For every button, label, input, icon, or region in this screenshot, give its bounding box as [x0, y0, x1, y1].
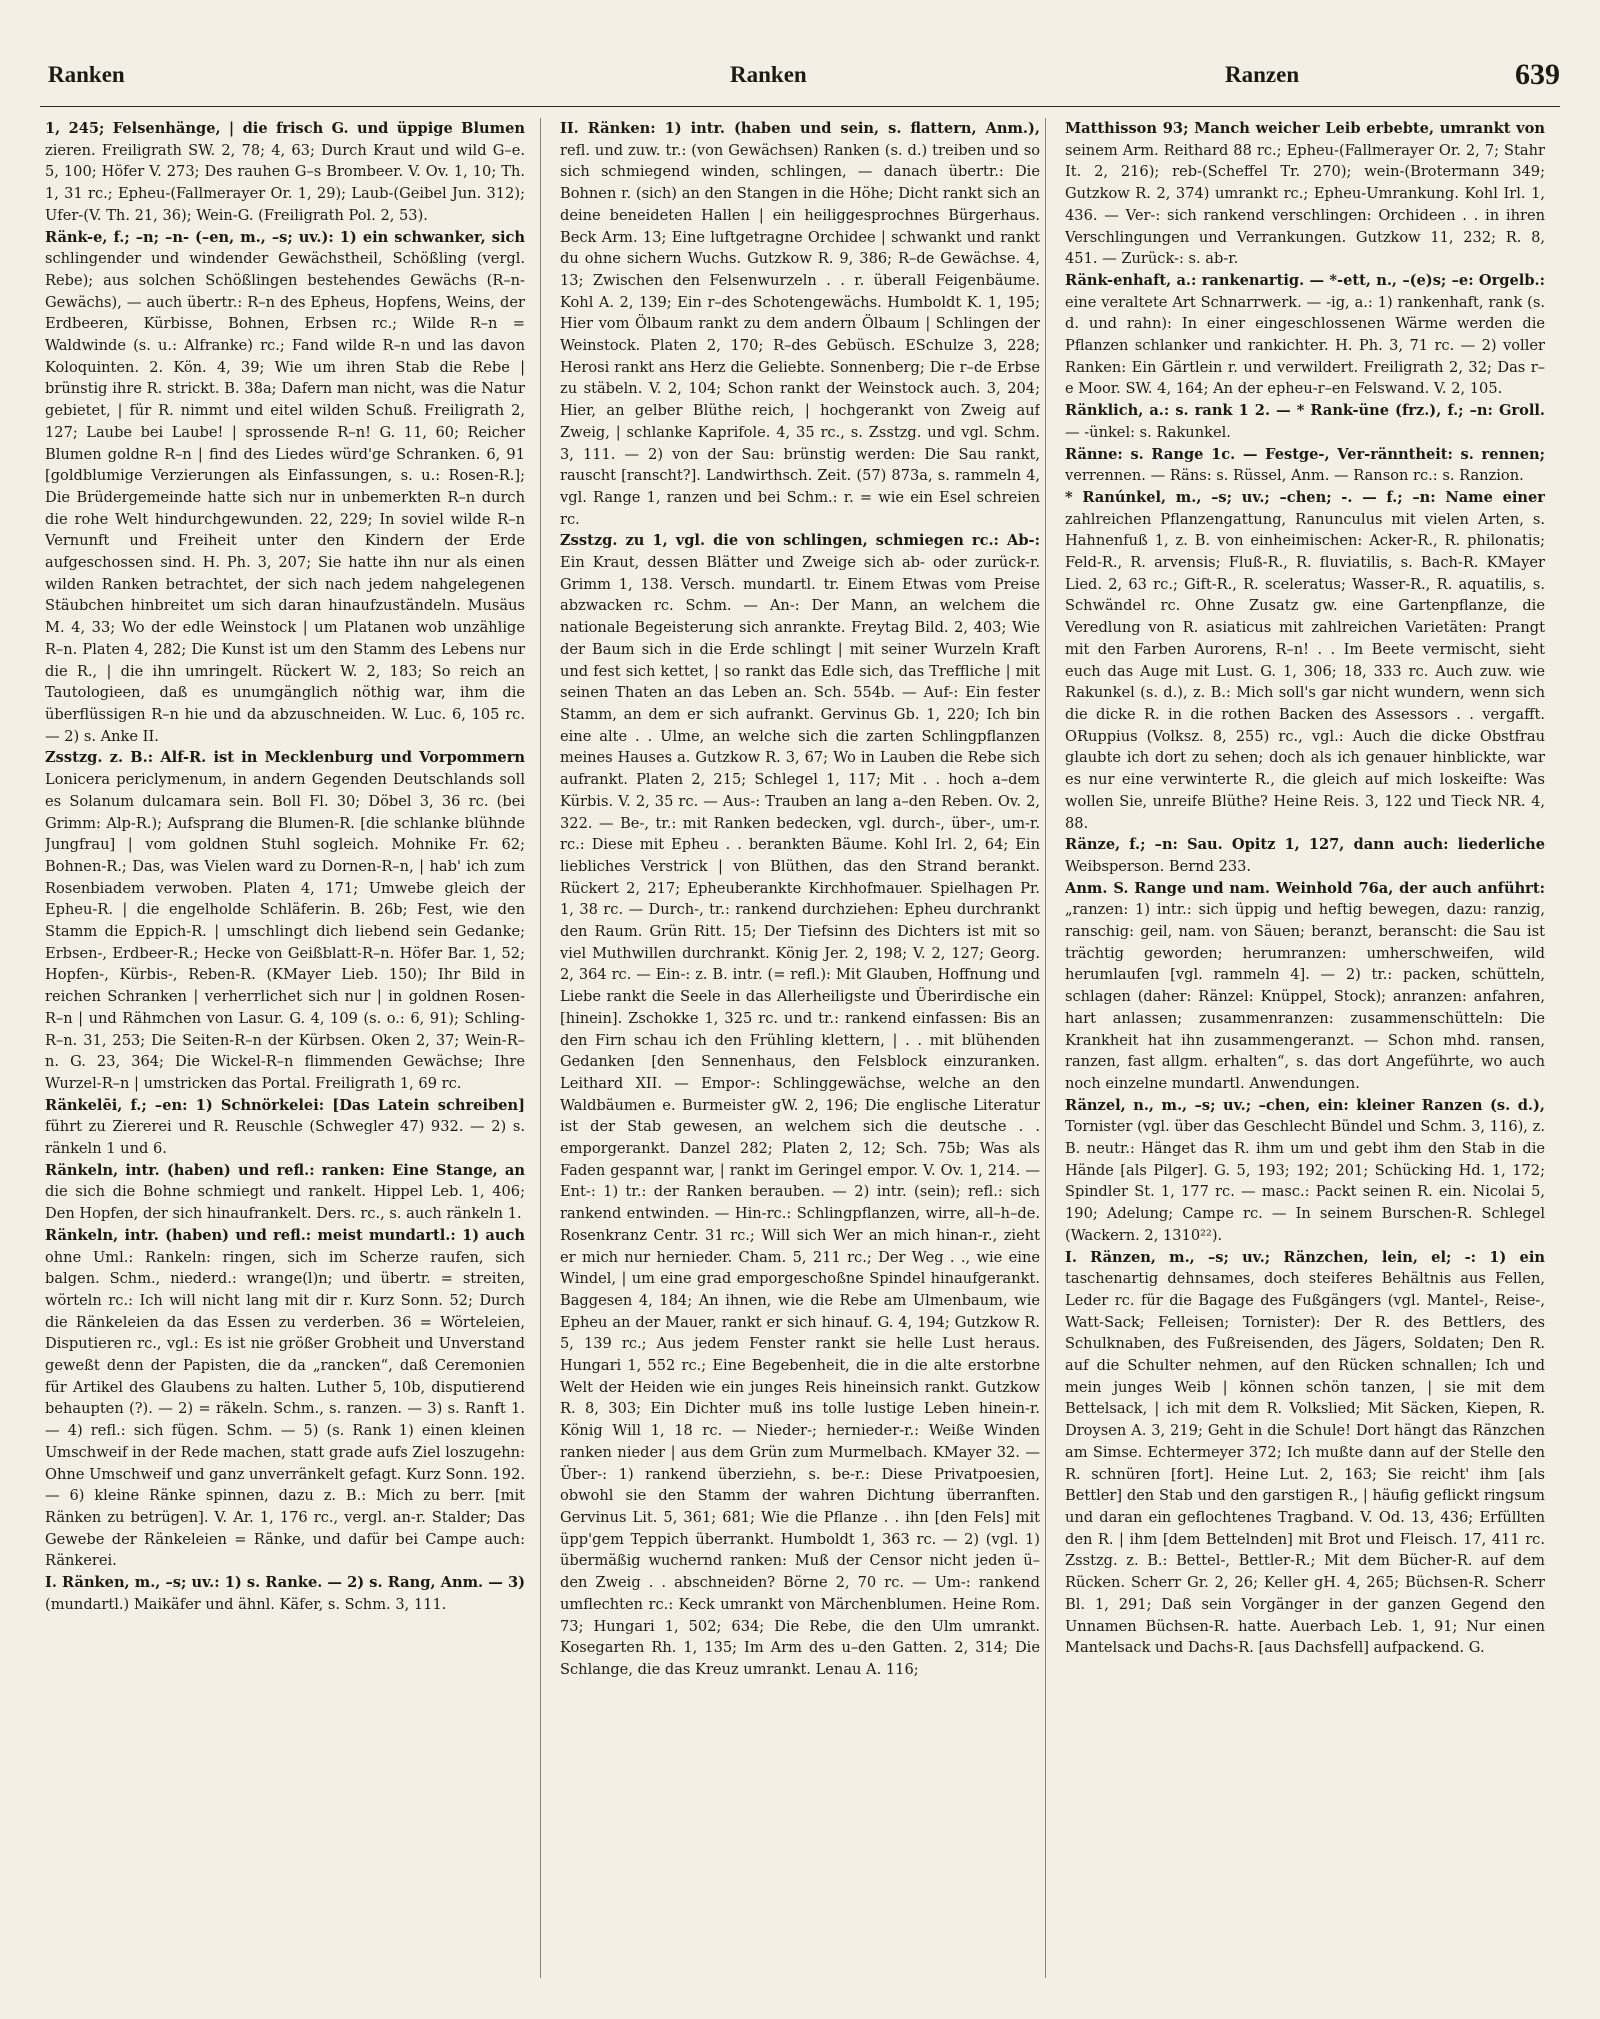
page-number: 639 — [1515, 58, 1560, 91]
dictionary-entry: Matthisson 93; Manch weicher Leib erbebte, umrankt von seinem Arm. Reithard 88 rc.; Epheu-(Fallmerayer Or. 2, 7; Stahr It. 2, 216); reb-(Scheffel Tr. 270); wein-(Brotermann 349; Gutzkow R. 2, 374) umrankt rc.; Epheu-Umrankung. Kohl Irl. 1, 436. — Ver-: sich rankend verschlingen: Orchideen . . in ihren Verschlingungen und Verrankungen. Gutzkow 11, 232; R. 8, 451. — Zurück-: s. ab-r. — [1065, 120, 1545, 268]
dictionary-entry: * Ranúnkel, m., –s; uv.; –chen; -. — f.; –n: Name einer zahlreichen Pflanzengattung, Ranunculus mit vielen Arten, s. Hahnenfuß 1, z. B. von einheimischen: Acker-R., R. philonatis; Feld-R., R. arvensis; Fluß-R., R. fluviatilis, s. Bach-R. KMayer Lied. 2, 63 rc.; Gift-R., R. sceleratus; Wasser-R., R. aquatilis, s. Schwändel rc. Ohne Zusatz gw. eine Gartenpflanze, die Veredlung von R. asiaticus mit zahlreichen Varietäten: Prangt mit den Farben Aurorens, R–n! . . Im Beete vermischt, sieht euch das Auge mit Lust. G. 1, 306; 18, 333 rc. Auch zuw. wie Rakunkel (s. d.), z. B.: Mich soll's gar nicht wundern, wenn sich die dicke R. in die rothen Backen des Assessors . . vergafft. ORuppius (Volksz. 8, 255) rc., vgl.: Auch die dicke Obstfrau glaubte ich dort zu sehen; doch als ich genauer hinblickte, war es nur eine verwinterte R., die gleich auf mich loskeifte: Was wollen Sie, unreife Blüthe? Heine Reis. 3, 122 und Tieck NR. 4, 88. — [1065, 488, 1545, 832]
dictionary-entry: Anm. S. Range und nam. Weinhold 76a, der auch anführt: „ranzen: 1) intr.: sich üppig und heftig bewegen, dazu: ranzig, ranschig: geil, nam. von Säuen; beranzt, beranscht: die Sau ist trächtig geworden; herumranzen: umherschweifen, wild herumlaufen [vgl. rammeln 4]. — 2) tr.: packen, schütteln, schlagen (daher: Ränzel: Knüppel, Stock); anranzen: anfahren, hart anlassen; zusammenranzen: zusammenschütteln: Die Krankheit hat ihn zusammengeranzt. — Schon mhd. ransen, ranzen, fast allgm. erhalten“, s. das dort Angeführte, wo auch noch einzelne mundartl. Anwendungen. — [1065, 879, 1545, 1092]
column-3 — [1065, 118, 1545, 1988]
center-running-headword: Ranken — [730, 62, 807, 87]
dictionary-entry: II. Ränken: 1) intr. (haben und sein, s. flattern, Anm.), refl. und zuw. tr.: (von Gewächsen) Ranken (s. d.) treiben und so sich schmiegend winden, schlingen, — danach übertr.: Die Bohnen r. (sich) an den Stangen in die Höhe; Dicht rankt sich an deine beneideten Hallen | ein heiliggesprochnes Bürgerhaus. Beck Arm. 13; Eine luftgetragne Orchidee | schwankt und rankt du ohne sichern Wuchs. Gutzkow R. 9, 386; R–de Gewächse. 4, 13; Zwischen den Felsenwurzeln . . r. überall Feigenbäume. Kohl A. 2, 139; Ein r–des Schotengewächs. Humboldt K. 1, 195; Hier vom Ölbaum rankt zu dem andern Ölbaum | Schlingen der Weinstock. Platen 2, 170; R–des Gebüsch. ESchulze 3, 228; Herosi rankt ans Herz die Geliebte. Sonnenberg; Die r–de Erbse zu stäbeln. V. 2, 104; Schon rankt der Weinstock auch. 3, 204; Hier, an gelber Blüthe reich, | hochgerankt von Zweig auf Zweig, | schlanke Kaprifole. 4, 35 rc., s. Zsstzg. und vgl. Schm. 3, 111. — 2) von der Sau: brünstig werden: Die Sau rankt, rauscht [ranscht?]. Landwirthsch. Zeit. (57) 873a, s. rammeln 4, vgl. Range 1, ranzen und bei Schm.: r. = wie ein Esel schreien rc. — [560, 120, 1040, 528]
dictionary-entry: I. Ränken, m., –s; uv.: 1) s. Ranke. — 2) s. Rang, Anm. — 3) (mundartl.) Maikäfer und ähnl. Käfer, s. Schm. 3, 111. — [45, 1574, 525, 1613]
dictionary-entry: Ränk-enhaft, a.: rankenartig. — *-ett, n., –(e)s; –e: Orgelb.: eine veraltete Art Schnarrwerk. — -ig, a.: 1) rankenhaft, rank (s. d. und rahn): In einer eingeschlossenen Wärme werden die Pflanzen schlanker und rankichter. H. Ph. 3, 71 rc. — 2) voller Ranken: Ein Gärtlein r. und verwildert. Freiligrath 2, 32; Das r–e Moor. SW. 4, 164; An der epheu-r–en Felswand. V. 2, 105. — [1065, 271, 1545, 398]
column-2 — [560, 118, 1040, 1988]
dictionary-entry: Ränkelēi, f.; –en: 1) Schnörkelei: [Das Latein schreiben] führt zu Ziererei und R. Reuschle (Schwegler 47) 932. — 2) s. ränkeln 1 und 6. — [45, 1096, 525, 1158]
right-running-headword: Ranzen — [1225, 62, 1300, 87]
left-running-headword: Ranken — [48, 62, 125, 87]
page-header — [40, 58, 1560, 102]
dictionary-entry: Zsstzg. z. B.: Alf-R. ist in Mecklenburg und Vorpommern Lonicera periclymenum, in andern Gegenden Deutschlands soll es Solanum dulcamara sein. Boll Fl. 30; Döbel 3, 36 rc. (bei Grimm: Alp-R.); Aufsprang die Blumen-R. [die schlanke blühnde Jungfrau] | vom goldnen Stuhl sogleich. Mohnike Fr. 62; Bohnen-R.; Das, was Vielen ward zu Dornen-R–n, | hab' ich zum Rosenbiadem verwoben. Platen 4, 171; Umwebe gleich der Epheu-R. | die engelholde Schläferin. B. 26b; Fest, wie den Stamm die Eppich-R. | umschlingt dich liebend sein Gedanke; Erbsen-, Erdbeer-R.; Hecke von Geißblatt-R–n. Höfer Bar. 1, 52; Hopfen-, Kürbis-, Reben-R. (KMayer Lieb. 150); Ihr Bild in reichen Schranken | verherrlichet sich nur | in goldnen Rosen-R–n | und Rähmchen von Lasur. G. 4, 109 (s. o.: 6, 91); Schling-R–n. 31, 253; Die Seiten-R–n der Kürbsen. Oken 2, 37; Wein-R–n. G. 23, 364; Die Wickel-R–n flimmenden Gewächse; Ihre Wurzel-R–n | umstricken das Portal. Freiligrath 1, 69 rc. — [45, 749, 525, 1092]
dictionary-entry: 1, 245; Felsenhänge, | die frisch G. und üppige Blumen zieren. Freiligrath SW. 2, 78; 4, 63; Durch Kraut und wild G–e. 5, 100; Höfer V. 273; Des rauhen G–s Brombeer. V. Ov. 1, 10; Th. 1, 31 rc.; Epheu-(Fallmerayer Or. 1, 29); Laub-(Geibel Jun. 312); Ufer-(V. Th. 21, 36); Wein-G. (Freiligrath Pol. 2, 53). — [45, 120, 525, 224]
dictionary-entry: Ränkeln, intr. (haben) und refl.: ranken: Eine Stange, an die sich die Bohne schmiegt und rankelt. Hippel Leb. 1, 406; Den Hopfen, der sich hinaufrankelt. Ders. rc., s. auch ränkeln 1. — [45, 1161, 525, 1223]
column-divider — [540, 118, 541, 1978]
dictionary-entry: Ränklich, a.: s. rank 1 2. — * Rank-üne (frz.), f.; –n: Groll. — -ünkel: s. Rakunkel. — [1065, 402, 1545, 441]
header-rule — [40, 106, 1560, 107]
dictionary-entry: Ränkeln, intr. (haben) und refl.: meist mundartl.: 1) auch ohne Uml.: Rankeln: ringen, sich im Scherze raufen, sich balgen. Schm., niederd.: wrange(l)n; und übertr. = streiten, wörteln rc.: Ich will nicht lang mit dir r. Kurz Sonn. 52; Durch die Ränkeleien da das Essen zu verderben. 36 = Wörteleien, Disputieren rc., vgl.: Es ist nie größer Grobheit und Unverstand geweßt denn der Papisten, die da „rancken“, daß Ceremonien für Artikel des Glaubens zu halten. Luther 5, 10b, disputierend behaupten (?). — 2) = räkeln. Schm., s. ranzen. — 3) s. Ranft 1. — 4) refl.: sich fügen. Schm. — 5) (s. Rank 1) einen kleinen Umschweif in der Rede machen, statt grade aufs Ziel loszugehn: Ohne Umschweif und ganz unverränkelt gefagt. Kurz Sonn. 192. — 6) kleine Ränke spinnen, dazu z. B.: Mich zu berr. [mit Ränken zu betrügen]. V. Ar. 1, 176 rc., vergl. an-r. Stalder; Das Gewebe der Ränkeleien = Ränke, und dafür bei Campe auch: Ränkerei. — [45, 1226, 525, 1570]
dictionary-entry: Zsstzg. zu 1, vgl. die von schlingen, schmiegen rc.: Ab-: Ein Kraut, dessen Blätter und Zweige sich ab- oder zurück-r. Grimm 1, 138. Versch. mundartl. tr. Einem Etwas vom Preise abzwacken rc. Schm. — An-: Der Mann, an welchem die nationale Begeisterung sich anrankte. Freytag Bild. 2, 403; Wie der Baum sich in die Erde schlingt | mit seiner Wurzeln Kraft und fest sich kettet, | so rankt das Edle sich, das Treffliche | mit seinen Thaten an das Leben an. Sch. 554b. — Auf-: Ein fester Stamm, an dem er sich aufrankt. Gervinus Gb. 1, 220; Ich bin eine alte . . Ulme, an welche sich die zarten Schlingpflanzen meines Hauses a. Gutzkow R. 3, 67; Wo in Lauben die Rebe sich aufrankt. Platen 2, 215; Schlegel 1, 117; Mit . . hoch a–dem Kürbis. V. 2, 35 rc. — Aus-: Trauben an lang a–den Reben. Ov. 2, 322. — Be-, tr.: mit Ranken bedecken, vgl. durch-, über-, um-r. rc.: Diese mit Epheu . . berankten Bäume. Kohl Irl. 2, 64; Ein liebliches Verstrick | von Blüthen, das den Strand berankt. Rückert 2, 217; Epheuberankte Kirchhofmauer. Spielhagen Pr. 1, 38 rc. — Durch-, tr.: rankend durchziehen: Epheu durchrankt den Raum. Grün Ritt. 15; Der Tiefsinn des Dichters ist mit so viel Muthwillen durchrankt. König Jer. 2, 198; V. 2, 127; Georg. 2, 364 rc. — Ein-: z. B. intr. (= refl.): Mit Glauben, Hoffnung und Liebe rankt die Seele in das Allerheiligste und Überirdische ein [hinein]. Zschokke 1, 325 rc. und tr.: rankend einfassen: Bis an den Firn schau ich den Frühling klettern, | . . mit blühenden Gedanken [den Sennenhaus, den Felsblock einzuranken. Leithard XII. — Empor-: Schlinggewächse, welche an den Waldbäumen e. Burmeister gW. 2, 196; Die englische Literatur ist der Stab gewesen, an welchem sich die deutsche . . emporgerankt. Danzel 282; Platen 2, 12; Sch. 75b; Was als Faden gespannt war, | rankt im Geringel empor. V. Ov. 1, 214. — Ent-: 1) tr.: der Ranken berauben. — 2) intr. (sein); refl.: sich rankend entwinden. — Hin-rc.: Schlingpflanzen, wirre, all–h–de. Rosenkranz Centr. 31 rc.; Will sich Wer an mich hinan-r., zieht er mich nur hernieder. Cham. 5, 211 rc.; Der Weg . ., wie eine Windel, | um eine grad emporgeschoßne Spindel hinaufgerankt. Baggesen 4, 184; An ihnen, wie die Rebe am Ulmenbaum, wie Epheu an der Mauer, rankt er sich hinauf. G. 4, 194; Gutzkow R. 5, 139 rc.; Aus jedem Fenster rankt sie helle Lust heraus. Hungari 1, 552 rc.; Eine Begebenheit, die in die alte erstorbne Welt der Heiden wie ein junges Reis hineinsich rankt. Gutzkow R. 8, 303; Ein Dichter muß ins tolle lustige Leben hinein-r. König Will 1, 18 rc. — Nieder-; hernieder-r.: Weiße Winden ranken nieder | aus dem Grün zum Murmelbach. KMayer 32. — Über-: 1) rankend überziehn, s. be-r.: Diese Privatpoesien, obwohl sie den Stamm der wahren Dichtung überranften. Gervinus Lit. 5, 361; 681; Wie die Pflanze . . ihn [den Fels] mit üpp'gem Teppich überrankt. Humboldt 1, 363 rc. — 2) (vgl. 1) übermäßig wuchernd ranken: Muß der Censor nicht jeden ü–den Zweig . . abschneiden? Börne 2, 70 rc. — Um-: rankend umflechten rc.: Keck umrankt von Märchenblumen. Heine Rom. 73; Hungari 1, 502; 634; Die Rebe, die den Ulm umrankt. Kosegarten Rh. 1, 135; Im Arm des u–den Gatten. 2, 314; Die Schlange, die das Kreuz umrankt. Lenau A. 116; — [560, 532, 1040, 1678]
column-divider — [1045, 118, 1046, 1978]
column-1 — [45, 118, 525, 1988]
dictionary-entry: Ränne: s. Range 1c. — Festge-, Ver-ränntheit: s. rennen; verrennen. — Räns: s. Rüssel, Anm. — Ranson rc.: s. Ranzion. — [1065, 445, 1545, 485]
dictionary-entry: Ränze, f.; –n: Sau. Opitz 1, 127, dann auch: liederliche Weibsperson. Bernd 233. — [1065, 836, 1545, 875]
dictionary-entry: I. Ränzen, m., –s; uv.; Ränzchen, lein, el; -: 1) ein taschenartig dehnsames, doch steiferes Behältnis aus Fellen, Leder rc. für die Bagage des Fußgängers (vgl. Mantel-, Reise-, Watt-Sack; Felleisen; Tornister): Der R. des Bettlers, des Schulknaben, des Fußreisenden, des Jägers, Soldaten; Den R. auf die Schulter nehmen, auf den Rücken schnallen; Ich und mein junges Weib | können schön tanzen, | sie mit dem Bettelsack, | ich mit dem R. Volkslied; Mit Säcken, Kiepen, R. Droysen A. 3, 219; Geht in die Schule! Dort hängt das Ränzchen am Simse. Echtermeyer 372; Ich mußte dann auf der Stelle den R. schnüren [fort]. Heine Lut. 2, 163; Sie reicht' ihm [als Bettler] den Stab und den garstigen R., | häufig geflickt ringsum und daran ein geflochtenes Tragband. V. Od. 13, 436; Erfüllten den R. | ihm [dem Bettelnden] mit Brot und Fleisch. 17, 411 rc. Zsstzg. z. B.: Bettel-, Bettler-R.; Mit dem Bücher-R. auf dem Rücken. Scherr Gr. 2, 26; Keller gH. 4, 265; Büchsen-R. Scherr Bl. 1, 291; Daß sein Vorgänger in der ganzen Gegend den Unnamen Büchsen-R. hatte. Auerbach Leb. 1, 91; Nur einen Mantelsack und Dachs-R. [aus Dachsfell] aufpackend. G. — [1065, 1248, 1545, 1657]
dictionary-entry: Ränk-e, f.; –n; –n- (–en, m., –s; uv.): 1) ein schwanker, sich schlingender und windender Gewächstheil, Schößling (vergl. Rebe); aus solchen Schößlingen bestehendes Gewächs (R–n-Gewächs), — auch übertr.: R–n des Epheus, Hopfens, Weins, der Erdbeeren, Kürbisse, Bohnen, Erbsen rc.; Wilde R–n = Waldwinde (s. u.: Alfranke) rc.; Fand wilde R–n und las davon Koloquinten. 2. Kön. 4, 39; Wie um ihren Stab die Rebe | brünstig ihre R. strickt. B. 38a; Dafern man nicht, was die Natur gebietet, | für R. nimmt und eitel wilden Schuß. Freiligrath 2, 127; Laube bei Laube! | sprossende R–n! G. 11, 60; Reicher Blumen goldne R–n | find des Liedes würd'ge Schranken. 6, 91 [goldblumige Verzierungen als Einfassungen, s. u.: Rosen-R.]; Die Brüdergemeinde hatte sich nur in unbemerkten R–n durch die rohe Welt hindurchgewunden. 22, 229; In soviel wilde R–n Vernunft und Freiheit unter den Kindern der Erde aufgeschossen sind. H. Ph. 3, 207; Sie hatte ihn nur als einen wilden Ranken betrachtet, der sich nach jedem nahgelegenen Stäubchen hinbreitet um sich daran hinaufzuständeln. Musäus M. 4, 33; Wo der edle Weinstock | um Platanen wob unzählige R–n. Platen 4, 282; Die Kunst ist um den Stamm des Lebens nur die R., | die ihn umringelt. Rückert W. 2, 183; So reich an Tautologieen, daß es unumgänglich nöthig war, ihm die überflüssigen R–n hie und da abzuschneiden. W. Luc. 6, 105 rc. — 2) s. Anke II. — [45, 228, 525, 745]
dictionary-entry: Ränzel, n., m., –s; uv.; –chen, ein: kleiner Ranzen (s. d.), Tornister (vgl. über das Geschlecht Bündel und Schm. 3, 116), z. B. neutr.: Hänget das R. ihm um und gebt ihm den Stab in die Hände [als Pilger]. G. 5, 193; 192; 201; Schücking Hd. 1, 172; Spindler St. 1, 177 rc. — masc.: Packt seinen R. ein. Nicolai 5, 190; Adelung; Campe rc. — In seinem Burschen-R. Schlegel (Wackern. 2, 1310²²). — [1065, 1096, 1545, 1244]
